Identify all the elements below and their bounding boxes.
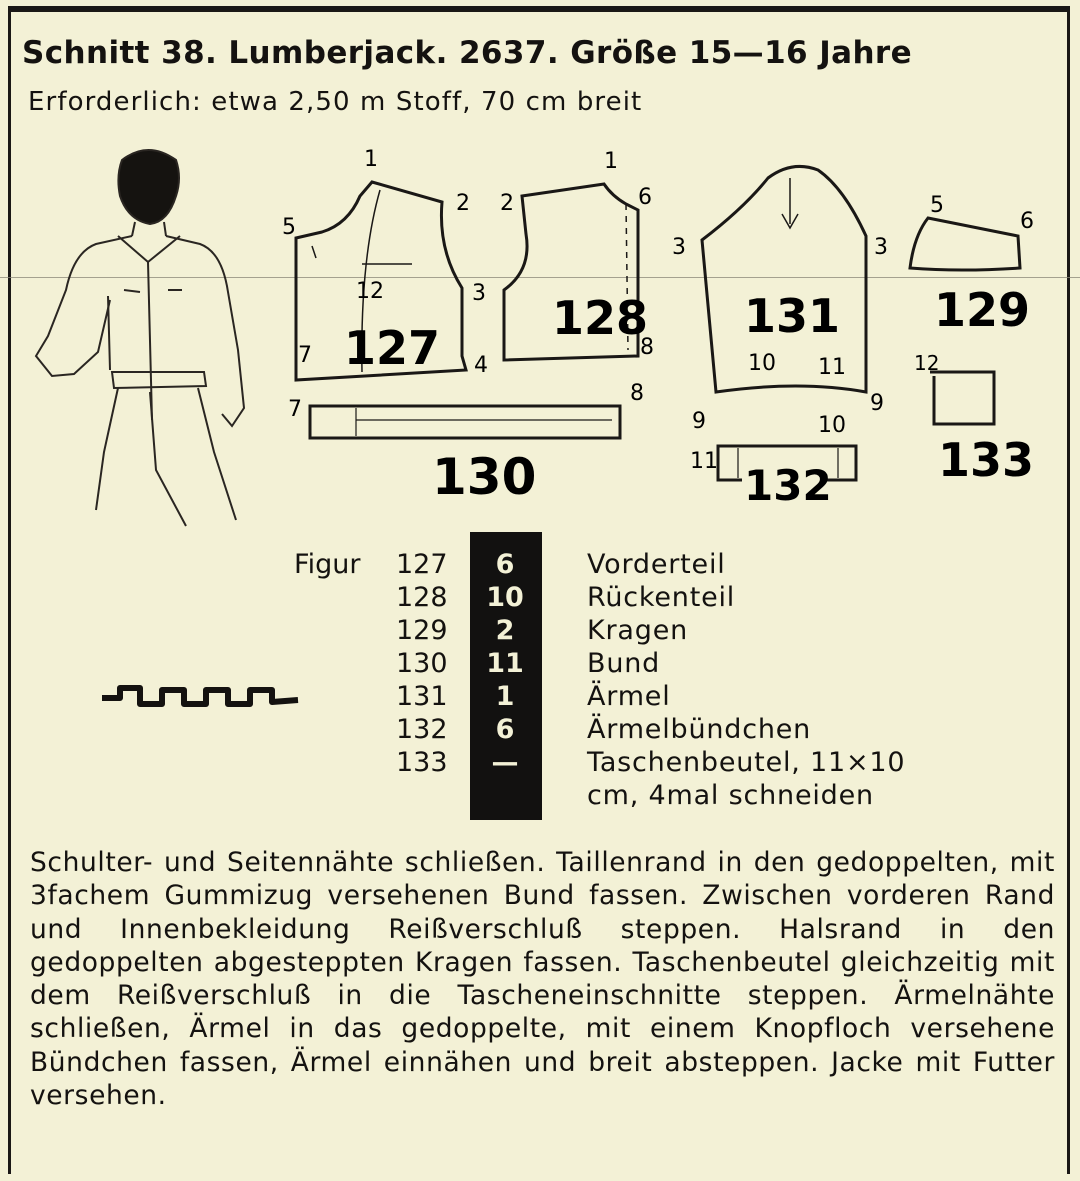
mark-130-7: 7 bbox=[288, 397, 302, 422]
pattern-diagram bbox=[0, 0, 1080, 540]
part-name: Bund bbox=[587, 648, 661, 679]
sewing-instructions: Schulter- und Seitennähte schließen. Taillenrand in den gedoppelten, mit 3fachem Gummizug versehenen Bund fassen. Zwischen vorderen Rand und Innenbekleidung Reißverschluß steppen. Halsrand in den gedoppelten abgesteppten Kragen fassen. Taschenbeutel gleichzeitig mit dem Reißverschluß in die Tascheneinschnitte steppen. Ärmelnähte schließen, Ärmel in das gedoppelte, mit einem Knopfloch versehene Bündchen fassen, Ärmel einnähen und breit absteppen. Jacke mit Futter versehen. bbox=[30, 847, 1055, 1112]
piece-quantity: 2 bbox=[495, 615, 515, 646]
mark-129-6: 6 bbox=[1020, 209, 1034, 234]
part-name: Ärmelbündchen bbox=[587, 714, 812, 745]
pattern-number-127: 127 bbox=[344, 321, 441, 375]
piece-quantity: 6 bbox=[495, 714, 515, 745]
figure-number: 131 bbox=[396, 681, 448, 712]
mark-127-7: 7 bbox=[298, 343, 312, 368]
mark-127-2: 2 bbox=[456, 191, 470, 216]
mark-127-4: 4 bbox=[474, 353, 488, 378]
pattern-number-131: 131 bbox=[744, 289, 841, 343]
pattern-number-133: 133 bbox=[938, 433, 1035, 487]
piece-quantity: 6 bbox=[495, 549, 515, 580]
mark-131-3-left: 3 bbox=[672, 235, 686, 260]
part-name: Taschenbeutel, 11×10 bbox=[587, 747, 906, 778]
mark-129-5: 5 bbox=[930, 193, 944, 218]
pattern-piece-130 bbox=[310, 406, 620, 438]
elastic-band-icon bbox=[100, 682, 302, 712]
figure-number: 130 bbox=[396, 648, 448, 679]
mark-131-10: 10 bbox=[748, 351, 776, 376]
mark-127-5: 5 bbox=[282, 215, 296, 240]
material-requirement: Erforderlich: etwa 2,50 m Stoff, 70 cm breit bbox=[28, 87, 643, 117]
figure-number: 128 bbox=[396, 582, 448, 613]
mark-128-2: 2 bbox=[500, 191, 514, 216]
piece-quantity: — bbox=[491, 747, 519, 778]
mark-128-6: 6 bbox=[638, 185, 652, 210]
mark-133-12: 12 bbox=[914, 351, 940, 375]
part-name: cm, 4mal schneiden bbox=[587, 780, 874, 811]
figur-label: Figur bbox=[294, 549, 361, 580]
mark-127-1: 1 bbox=[364, 147, 378, 172]
mark-131-9-right: 9 bbox=[870, 391, 884, 416]
part-name: Vorderteil bbox=[587, 549, 726, 580]
jacket-figure-illustration bbox=[36, 150, 244, 526]
figure-number: 129 bbox=[396, 615, 448, 646]
part-name: Kragen bbox=[587, 615, 689, 646]
part-name: Ärmel bbox=[587, 681, 671, 712]
piece-quantity: 11 bbox=[486, 648, 524, 679]
piece-quantity: 10 bbox=[486, 582, 524, 613]
pattern-piece-133 bbox=[930, 372, 994, 424]
pattern-piece-129 bbox=[910, 218, 1020, 270]
pattern-number-129: 129 bbox=[934, 283, 1031, 337]
mark-128-1: 1 bbox=[604, 149, 618, 174]
page-title: Schnitt 38. Lumberjack. 2637. Größe 15—16 Jahre bbox=[22, 35, 913, 71]
pattern-number-128: 128 bbox=[552, 291, 649, 345]
piece-quantity: 1 bbox=[495, 681, 515, 712]
mark-131-11: 11 bbox=[818, 355, 846, 380]
figure-number: 133 bbox=[396, 747, 448, 778]
mark-127-12: 12 bbox=[356, 279, 384, 304]
mark-127-3: 3 bbox=[472, 281, 486, 306]
part-name: Rückenteil bbox=[587, 582, 736, 613]
mark-131-3-right: 3 bbox=[874, 235, 888, 260]
pattern-number-130: 130 bbox=[432, 448, 537, 506]
mark-128-8: 8 bbox=[640, 335, 654, 360]
mark-130-8: 8 bbox=[630, 381, 644, 406]
figure-number: 127 bbox=[396, 549, 448, 580]
mark-131-10-lower: 10 bbox=[818, 413, 846, 438]
mark-132-11: 11 bbox=[690, 449, 718, 474]
figure-number: 132 bbox=[396, 714, 448, 745]
mark-131-9-left: 9 bbox=[692, 409, 706, 434]
pattern-number-132: 132 bbox=[744, 461, 832, 510]
